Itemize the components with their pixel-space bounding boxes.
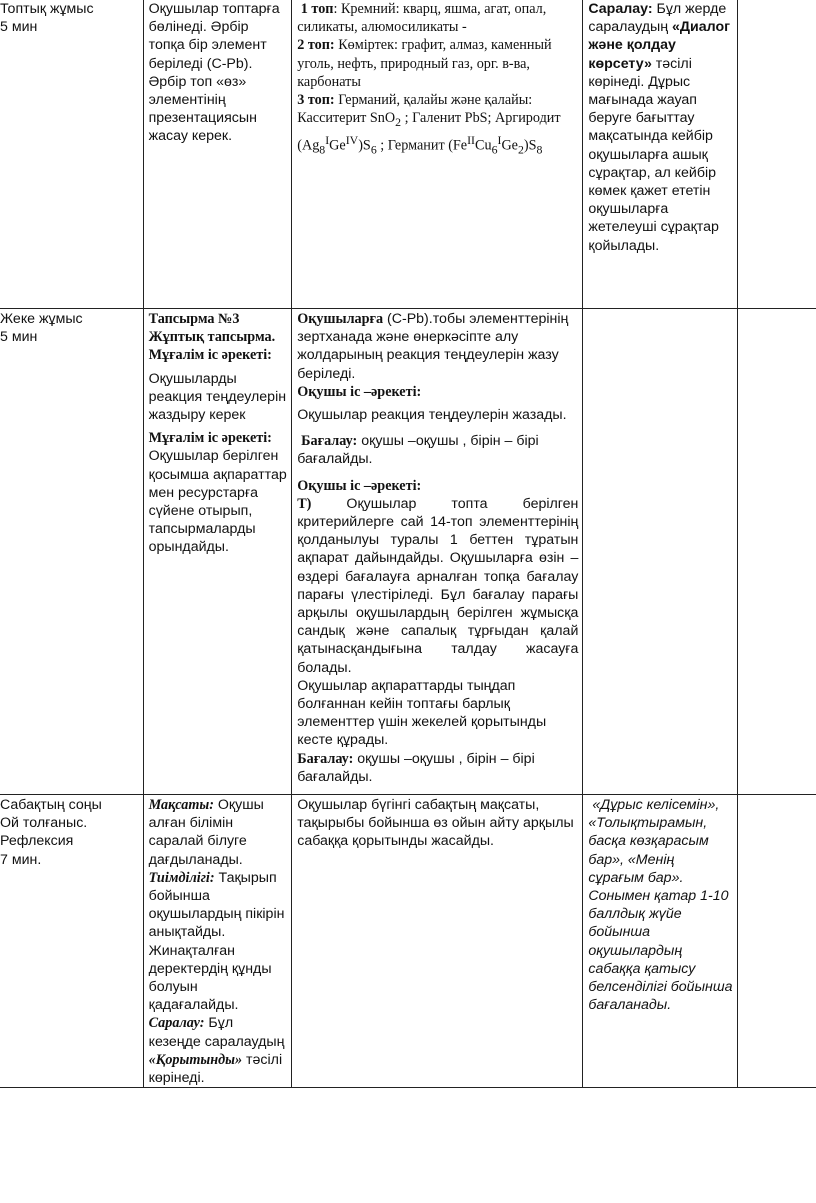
stage-line: Жеке жұмыс [0,311,83,327]
student-lead: Оқушыларға (C-Pb).тобы элементтерінің зертханада және өнеркәсіпте алу жолдарының реакция теңдеулерін жазу беріледі. [297,311,569,382]
resources-cell [738,795,816,1088]
stage-cell [0,309,143,795]
stage-line: Ой толғаныс. [0,815,88,832]
stage-line: 5 мин [0,329,38,346]
teacher-cell [143,0,292,309]
resources-cell [738,0,816,309]
student-text: Оқушылар реакция теңдеулерін жазады. [297,407,567,424]
goal: Мақсаты: Оқушы алған білімін саралай білуге дағдыланады. [148,797,264,868]
group-3: 3 топ: Германий, қалайы және қалайы: Касситерит SnO$_2$ ; Галенит PbS; Аргиродит $(Ag_8^IGe^{IV})S_6$ ; Германит $(Fe^{II}Cu_6^IGe_2)S_8$ [297,92,561,157]
student-cell [292,309,583,795]
summary-text: Оқушылар ақпараттарды тыңдап болғаннан кейін топтағы барлық элементтер үшін жекелей қорытынды кесте құрады. [297,677,547,749]
table-row [0,309,816,795]
student-text: Оқушылар бүгінгі сабақтың мақсаты, тақырыбы бойынша өз ойын айту арқылы сабаққа қорытынды жасайды. [297,797,574,850]
teacher-cell [143,795,292,1088]
teacher-text: Оқушылар топтарға бөлінеді. Әрбір топқа бір элемент беріледі (C-Pb). Әрбір топ «өз» элементінің презентациясын жасау керек. [148,1,280,145]
teacher-text: Оқушыларды реакция теңдеулерін жаздыру керек [148,370,287,424]
teacher-label: Мұғалім іс әрекеті: [148,430,272,447]
student-cell [292,0,583,309]
teacher-text: Оқушылар берілген қосымша ақпараттар мен ресурстарға сүйене отырып, тапсырмаларды орындайды. [148,448,287,556]
stage-line: Рефлексия [0,833,74,850]
group-1: 1 топ: Кремний: кварц, яшма, агат, опал, силикаты, алюмосиликаты - [297,1,547,36]
task-subtitle: Жұптық тапсырма. [148,329,276,346]
evaluation: Бағалау: оқушы –оқушы , бірін – бірі бағалайды. [297,750,535,785]
teacher-cell [143,309,292,795]
stage-cell [0,0,143,309]
differentiation: Саралау: Бұл кезеңде саралаудың «Қорытынды» тәсілі көрінеді. [148,1015,285,1087]
effectiveness: Тиімділігі: Тақырып бойынша оқушылардың пікірін анықтайды. Жинақталған деректердің құнды болуын қадағалайды. [148,869,285,1014]
evaluation: Бағалау: оқушы –оқушы , бірін – бірі бағалайды. [297,433,539,468]
student-label: Оқушы іс –әрекеті: [297,383,422,400]
table-row [0,0,816,309]
assessment-text: Саралау: Бұл жерде саралаудың «Диалог және қолдау көрсету» тәсілі көрінеді. Дұрыс мағынада жауап беруге бағыттау мақсатында кейбір оқушыларға ашық сұрақтар, ал кейбір көмек қажет ететін оқушыларға жетелеуші сұрақтар қойылады. [588,1,731,254]
assessment-cell [583,0,738,309]
student-text: Т) Оқушылар топта берілген критерийлерге сай 14-топ элементтерінің қолданылуы туралы 1 беттен тұратын ақпарат дайындайды. Оқушыларға өзін – өздері бағалауға арналған топқа бағалау парағы үлестіріледі. Бұл бағалау парағы арқылы оқушылардың берілген жұмысқа сандық және сапалық тұрғыдан қалай қатынасқандығына талдау жасауға болады. [297,495,579,676]
task-title: Тапсырма №3 [148,311,240,327]
assessment-cell [583,795,738,1088]
stage-cell [0,795,143,1088]
assessment-cell [583,309,738,795]
teacher-label: Мұғалім іс әрекеті: [148,347,272,364]
resources-cell [738,309,816,795]
stage-line: 5 мин [0,19,38,36]
stage-line: Сабақтың соңы [0,797,102,813]
group-2: 2 топ: Көміртек: графит, алмаз, каменный уголь, нефть, природный газ, орг. в-ва, карбонаты [297,37,552,90]
reflection-text: «Дұрыс келісемін», «Толықтырамын, басқа көзқарасым бар», «Менің сұрағым бар». Сонымен қатар 1-10 баллдық жүйе бойынша оқушылардың сабаққа қатысу белсенділігі бойынша бағаланады. [588,797,733,1014]
student-label: Оқушы іс –әрекеті: [297,477,422,494]
student-cell [292,795,583,1088]
stage-line: 7 мин. [0,851,42,868]
table-row [0,795,816,1088]
stage-line: Топтық жұмыс [0,1,94,17]
